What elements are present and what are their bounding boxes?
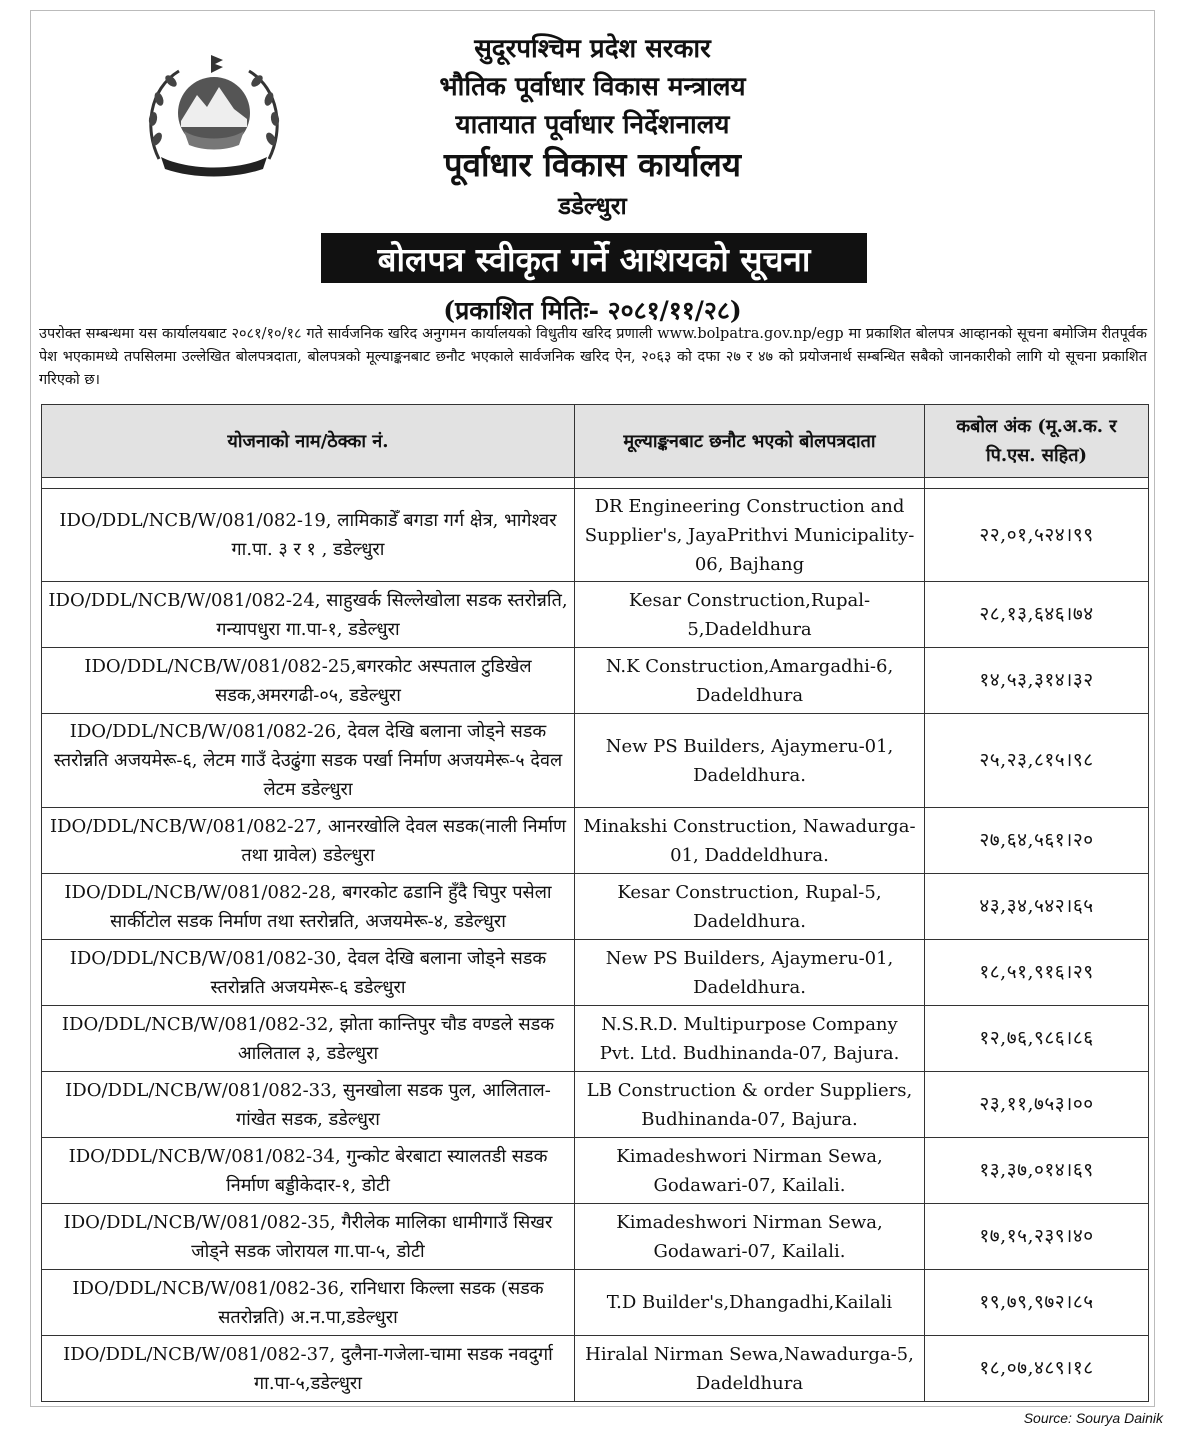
amount-cell: २२,०१,५२४।९९ bbox=[925, 489, 1149, 582]
table-row bbox=[42, 648, 1149, 714]
table-row bbox=[42, 1270, 1149, 1336]
bidder-cell: Minakshi Construction, Nawadurga-01, Daddeldhura. bbox=[575, 808, 925, 874]
header-office-name: पूर्वाधार विकास कार्यालय bbox=[443, 145, 742, 184]
table-row bbox=[42, 1336, 1149, 1402]
bidder-cell: Kimadeshwori Nirman Sewa, Godawari-07, Kailali. bbox=[575, 1138, 925, 1204]
project-cell: IDO/DDL/NCB/W/081/082-26, देवल देखि बलाना जोड्ने सडक स्तरोन्नति अजयमेरू-६, लेटम गाउँ देउढुंगा सडक पर्खा निर्माण अजयमेरू-५ देवल लेटम डडेल्धुरा bbox=[42, 714, 575, 808]
amount-cell: २५,२३,८१५।९८ bbox=[925, 714, 1149, 808]
bidder-cell: N.K Construction,Amargadhi-6, Dadeldhura bbox=[575, 648, 925, 714]
project-cell: IDO/DDL/NCB/W/081/082-32, झोता कान्तिपुर चौड वण्डले सडक आलिताल ३, डडेल्धुरा bbox=[42, 1006, 575, 1072]
project-cell: IDO/DDL/NCB/W/081/082-30, देवल देखि बलाना जोड्ने सडक स्तरोन्नति अजयमेरू-६ डडेल्धुरा bbox=[42, 940, 575, 1006]
project-cell: IDO/DDL/NCB/W/081/082-28, बगरकोट ढडानि हुँदै चिपुर पसेला सार्कीटोल सडक निर्माण तथा स्तरोन्नति, अजयमेरू-४, डडेल्धुरा bbox=[42, 874, 575, 940]
amount-cell: १८,५१,९१६।२९ bbox=[925, 940, 1149, 1006]
table-body bbox=[42, 478, 1149, 1402]
project-cell: IDO/DDL/NCB/W/081/082-34, गुन्कोट बेरबाटा स्यालतडी सडक निर्माण बड्डीकेदार-१, डोटी bbox=[42, 1138, 575, 1204]
project-cell: IDO/DDL/NCB/W/081/082-33, सुनखोला सडक पुल, आलिताल-गांखेत सडक, डडेल्धुरा bbox=[42, 1072, 575, 1138]
amount-cell: ४३,३४,५४२।६५ bbox=[925, 874, 1149, 940]
header-location: डडेल्धुरा bbox=[558, 191, 627, 220]
bidder-cell: DR Engineering Construction and Supplier's, JayaPrithvi Municipality-06, Bajhang bbox=[575, 489, 925, 582]
table-row bbox=[42, 582, 1149, 648]
intro-paragraph: उपरोक्त सम्बन्धमा यस कार्यालयबाट २०८१/१०/१८ गते सार्वजनिक खरिद अनुगमन कार्यालयको विधुतीय खरिद प्रणाली www.bolpatra.gov.np/egp मा प्रकाशित बोलपत्र आव्हानको सूचना बमोजिम रीतपूर्वक पेश भएकामध्ये तपसिलमा उल्लेखित बोलपत्रदाता, बोलपत्रको मूल्याङ्कनबाट छनौट भएकाले सार्वजनिक खरिद ऐन, २०६३ को दफा २७ र ४७ को प्रयोजनार्थ सम्बन्धित सबैको जानकारीको लागि यो सूचना प्रकाशित गरिएको छ। bbox=[39, 326, 1147, 388]
amount-cell: २८,१३,६४६।७४ bbox=[925, 582, 1149, 648]
amount-cell: १३,३७,०१४।६९ bbox=[925, 1138, 1149, 1204]
table-spacer-row bbox=[42, 478, 1149, 489]
table-row bbox=[42, 1204, 1149, 1270]
column-header-amount: कबोल अंक (मू.अ.क. र पि.एस. सहित) bbox=[925, 405, 1149, 478]
amount-cell: १७,१५,२३९।४० bbox=[925, 1204, 1149, 1270]
table-header-row bbox=[42, 405, 1149, 478]
bidder-cell: LB Construction & order Suppliers, Budhinanda-07, Bajura. bbox=[575, 1072, 925, 1138]
header-line-province: सुदूरपश्चिम प्रदेश सरकार bbox=[474, 34, 711, 64]
project-cell: IDO/DDL/NCB/W/081/082-25,बगरकोट अस्पताल टुडिखेल सडक,अमरगढी-०५, डडेल्धुरा bbox=[42, 648, 575, 714]
published-date: (प्रकाशित मितिः- २०८१/११/२८) bbox=[443, 296, 742, 325]
bidder-cell: Hiralal Nirman Sewa,Nawadurga-5, Dadeldhura bbox=[575, 1336, 925, 1402]
table-row bbox=[42, 874, 1149, 940]
header-line-directorate: यातायात पूर्वाधार निर्देशनालय bbox=[455, 110, 730, 140]
project-cell: IDO/DDL/NCB/W/081/082-24, साहुखर्क सिल्लेखोला सडक स्तरोन्नति, गन्यापधुरा गा.पा-१, डडेल्धुरा bbox=[42, 582, 575, 648]
project-cell: IDO/DDL/NCB/W/081/082-27, आनरखोलि देवल सडक(नाली निर्माण तथा ग्रावेल) डडेल्धुरा bbox=[42, 808, 575, 874]
bidder-cell: Kesar Construction, Rupal-5, Dadeldhura. bbox=[575, 874, 925, 940]
amount-cell: १९,७९,९७२।८५ bbox=[925, 1270, 1149, 1336]
bidder-cell: Kimadeshwori Nirman Sewa, Godawari-07, Kailali. bbox=[575, 1204, 925, 1270]
notice-title: बोलपत्र स्वीकृत गर्ने आशयको सूचना bbox=[321, 233, 867, 283]
table-row bbox=[42, 940, 1149, 1006]
amount-cell: १८,०७,४८९।१८ bbox=[925, 1336, 1149, 1402]
column-header-project: योजनाको नाम/ठेक्का नं. bbox=[42, 405, 575, 478]
bid-results-table bbox=[41, 404, 1149, 1402]
table-row bbox=[42, 1072, 1149, 1138]
bidder-cell: T.D Builder's,Dhangadhi,Kailali bbox=[575, 1270, 925, 1336]
table-row bbox=[42, 489, 1149, 582]
header-line-ministry: भौतिक पूर्वाधार विकास मन्त्रालय bbox=[439, 72, 746, 102]
table-row bbox=[42, 1006, 1149, 1072]
column-header-bidder: मूल्याङ्कनबाट छनौट भएको बोलपत्रदाता bbox=[575, 405, 925, 478]
project-cell: IDO/DDL/NCB/W/081/082-35, गैरीलेक मालिका धामीगाउँ सिखर जोड्ने सडक जोरायल गा.पा-५, डोटी bbox=[42, 1204, 575, 1270]
source-credit: Source: Sourya Dainik bbox=[1023, 1410, 1163, 1426]
project-cell: IDO/DDL/NCB/W/081/082-36, रानिधारा किल्ला सडक (सडक सतरोन्नति) अ.न.पा,डडेल्धुरा bbox=[42, 1270, 575, 1336]
table-row bbox=[42, 1138, 1149, 1204]
project-cell: IDO/DDL/NCB/W/081/082-37, दुलैना-गजेला-चामा सडक नवदुर्गा गा.पा-५,डडेल्धुरा bbox=[42, 1336, 575, 1402]
project-cell: IDO/DDL/NCB/W/081/082-19, लामिकाडेँ बगडा गर्ग क्षेत्र, भागेश्वर गा.पा. ३ र १ , डडेल्धुरा bbox=[42, 489, 575, 582]
notice-page bbox=[30, 10, 1155, 1407]
amount-cell: १४,५३,३१४।३२ bbox=[925, 648, 1149, 714]
bidder-cell: New PS Builders, Ajaymeru-01, Dadeldhura. bbox=[575, 714, 925, 808]
amount-cell: १२,७६,९८६।८६ bbox=[925, 1006, 1149, 1072]
amount-cell: २३,११,७५३।०० bbox=[925, 1072, 1149, 1138]
amount-cell: २७,६४,५६१।२० bbox=[925, 808, 1149, 874]
table-row bbox=[42, 714, 1149, 808]
bidder-cell: New PS Builders, Ajaymeru-01, Dadeldhura. bbox=[575, 940, 925, 1006]
bidder-cell: Kesar Construction,Rupal-5,Dadeldhura bbox=[575, 582, 925, 648]
bidder-cell: N.S.R.D. Multipurpose Company Pvt. Ltd. Budhinanda-07, Bajura. bbox=[575, 1006, 925, 1072]
table-row bbox=[42, 808, 1149, 874]
